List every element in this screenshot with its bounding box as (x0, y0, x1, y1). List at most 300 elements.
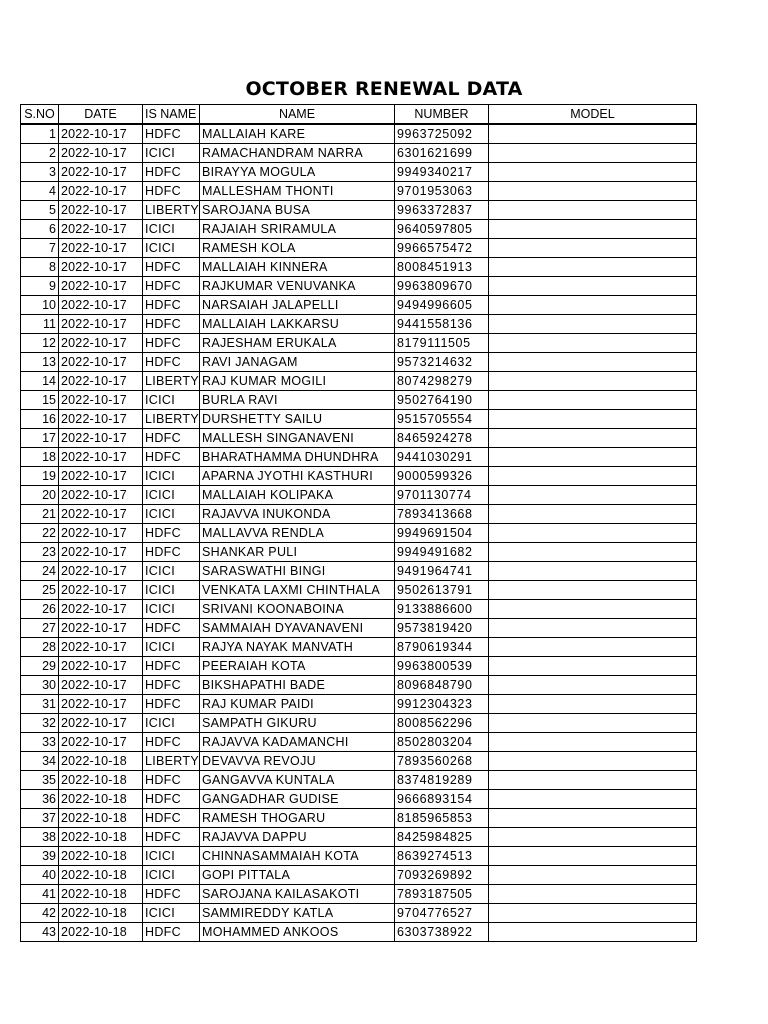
cell-name: RAJ KUMAR MOGILI (200, 372, 395, 391)
cell-is-name: HDFC (143, 543, 200, 562)
cell-name: SARASWATHI BINGI (200, 562, 395, 581)
cell-date: 2022-10-17 (59, 581, 143, 600)
cell-number: 9963800539 (395, 657, 489, 676)
cell-sno: 3 (21, 163, 59, 182)
table-row (21, 277, 697, 296)
cell-number: 9441030291 (395, 448, 489, 467)
cell-sno: 34 (21, 752, 59, 771)
table-row (21, 619, 697, 638)
cell-model (489, 657, 697, 676)
cell-date: 2022-10-17 (59, 277, 143, 296)
cell-number: 9966575472 (395, 239, 489, 258)
cell-sno: 41 (21, 885, 59, 904)
page-title: OCTOBER RENEWAL DATA (245, 78, 523, 100)
cell-name: SAROJANA BUSA (200, 201, 395, 220)
cell-number: 9000599326 (395, 467, 489, 486)
table-row (21, 771, 697, 790)
cell-date: 2022-10-17 (59, 733, 143, 752)
cell-sno: 8 (21, 258, 59, 277)
cell-model (489, 372, 697, 391)
cell-model (489, 733, 697, 752)
cell-is-name: HDFC (143, 695, 200, 714)
cell-model (489, 296, 697, 315)
cell-name: RAJYA NAYAK MANVATH (200, 638, 395, 657)
cell-model (489, 239, 697, 258)
cell-is-name: HDFC (143, 733, 200, 752)
cell-sno: 39 (21, 847, 59, 866)
renewal-table (20, 104, 697, 942)
table-row (21, 828, 697, 847)
cell-number: 9441558136 (395, 315, 489, 334)
cell-sno: 2 (21, 144, 59, 163)
cell-is-name: HDFC (143, 790, 200, 809)
cell-model (489, 904, 697, 923)
cell-sno: 31 (21, 695, 59, 714)
cell-date: 2022-10-17 (59, 657, 143, 676)
table-row (21, 410, 697, 429)
cell-sno: 23 (21, 543, 59, 562)
cell-date: 2022-10-17 (59, 676, 143, 695)
cell-model (489, 923, 697, 942)
cell-sno: 9 (21, 277, 59, 296)
table-row (21, 448, 697, 467)
cell-model (489, 277, 697, 296)
cell-date: 2022-10-17 (59, 296, 143, 315)
header-row (21, 105, 697, 125)
cell-model (489, 752, 697, 771)
cell-date: 2022-10-18 (59, 923, 143, 942)
cell-name: NARSAIAH JALAPELLI (200, 296, 395, 315)
table-row (21, 182, 697, 201)
cell-number: 8425984825 (395, 828, 489, 847)
cell-model (489, 258, 697, 277)
cell-date: 2022-10-17 (59, 353, 143, 372)
cell-model (489, 163, 697, 182)
cell-is-name: HDFC (143, 448, 200, 467)
cell-number: 6303738922 (395, 923, 489, 942)
cell-sno: 7 (21, 239, 59, 258)
cell-name: BURLA RAVI (200, 391, 395, 410)
cell-number: 9515705554 (395, 410, 489, 429)
table-row (21, 372, 697, 391)
cell-model (489, 315, 697, 334)
cell-number: 9912304323 (395, 695, 489, 714)
table-row (21, 239, 697, 258)
cell-sno: 18 (21, 448, 59, 467)
cell-is-name: ICICI (143, 904, 200, 923)
cell-sno: 38 (21, 828, 59, 847)
cell-name: RAMESH THOGARU (200, 809, 395, 828)
cell-name: RAJAVVA DAPPU (200, 828, 395, 847)
header-is-name: IS NAME (143, 105, 200, 125)
cell-name: BHARATHAMMA DHUNDHRA (200, 448, 395, 467)
cell-is-name: ICICI (143, 866, 200, 885)
cell-sno: 35 (21, 771, 59, 790)
cell-name: MALLESHAM THONTI (200, 182, 395, 201)
cell-sno: 5 (21, 201, 59, 220)
cell-date: 2022-10-17 (59, 391, 143, 410)
cell-date: 2022-10-18 (59, 866, 143, 885)
cell-name: MALLAIAH KOLIPAKA (200, 486, 395, 505)
cell-date: 2022-10-18 (59, 847, 143, 866)
table-row (21, 676, 697, 695)
cell-number: 8179111505 (395, 334, 489, 353)
cell-number: 9949491682 (395, 543, 489, 562)
cell-name: MALLESH SINGANAVENI (200, 429, 395, 448)
cell-sno: 1 (21, 124, 59, 144)
cell-is-name: ICICI (143, 220, 200, 239)
cell-number: 8374819289 (395, 771, 489, 790)
cell-model (489, 201, 697, 220)
cell-is-name: HDFC (143, 676, 200, 695)
cell-model (489, 448, 697, 467)
cell-is-name: ICICI (143, 467, 200, 486)
cell-is-name: ICICI (143, 391, 200, 410)
cell-is-name: HDFC (143, 258, 200, 277)
cell-name: GOPI PITTALA (200, 866, 395, 885)
cell-name: CHINNASAMMAIAH KOTA (200, 847, 395, 866)
cell-date: 2022-10-17 (59, 638, 143, 657)
table-row (21, 847, 697, 866)
cell-sno: 33 (21, 733, 59, 752)
cell-number: 9963725092 (395, 124, 489, 144)
cell-sno: 25 (21, 581, 59, 600)
cell-model (489, 866, 697, 885)
cell-name: BIRAYYA MOGULA (200, 163, 395, 182)
cell-name: SAROJANA KAILASAKOTI (200, 885, 395, 904)
table-row (21, 505, 697, 524)
table-row (21, 733, 697, 752)
cell-sno: 42 (21, 904, 59, 923)
cell-sno: 16 (21, 410, 59, 429)
cell-sno: 37 (21, 809, 59, 828)
cell-sno: 36 (21, 790, 59, 809)
cell-number: 9573819420 (395, 619, 489, 638)
cell-is-name: ICICI (143, 486, 200, 505)
cell-date: 2022-10-17 (59, 524, 143, 543)
cell-is-name: HDFC (143, 353, 200, 372)
cell-model (489, 714, 697, 733)
table-row (21, 638, 697, 657)
cell-number: 7093269892 (395, 866, 489, 885)
cell-sno: 4 (21, 182, 59, 201)
cell-model (489, 353, 697, 372)
table-row (21, 904, 697, 923)
cell-number: 8074298279 (395, 372, 489, 391)
cell-sno: 15 (21, 391, 59, 410)
cell-name: RAJAVVA KADAMANCHI (200, 733, 395, 752)
cell-is-name: HDFC (143, 277, 200, 296)
cell-is-name: HDFC (143, 619, 200, 638)
cell-date: 2022-10-18 (59, 904, 143, 923)
cell-number: 9704776527 (395, 904, 489, 923)
cell-is-name: ICICI (143, 847, 200, 866)
cell-is-name: HDFC (143, 429, 200, 448)
table-row (21, 581, 697, 600)
cell-model (489, 410, 697, 429)
cell-is-name: HDFC (143, 296, 200, 315)
cell-name: BIKSHAPATHI BADE (200, 676, 395, 695)
cell-sno: 30 (21, 676, 59, 695)
table-row (21, 486, 697, 505)
cell-date: 2022-10-17 (59, 163, 143, 182)
table-row (21, 391, 697, 410)
cell-number: 8502803204 (395, 733, 489, 752)
cell-date: 2022-10-17 (59, 429, 143, 448)
cell-model (489, 562, 697, 581)
cell-is-name: HDFC (143, 524, 200, 543)
cell-model (489, 885, 697, 904)
cell-number: 9494996605 (395, 296, 489, 315)
cell-name: RAJ KUMAR PAIDI (200, 695, 395, 714)
cell-model (489, 581, 697, 600)
cell-number: 8008451913 (395, 258, 489, 277)
cell-is-name: HDFC (143, 809, 200, 828)
cell-sno: 19 (21, 467, 59, 486)
cell-model (489, 429, 697, 448)
cell-sno: 12 (21, 334, 59, 353)
cell-is-name: HDFC (143, 923, 200, 942)
cell-sno: 28 (21, 638, 59, 657)
cell-sno: 24 (21, 562, 59, 581)
cell-model (489, 809, 697, 828)
cell-is-name: ICICI (143, 600, 200, 619)
cell-date: 2022-10-17 (59, 124, 143, 144)
cell-is-name: HDFC (143, 163, 200, 182)
cell-number: 8639274513 (395, 847, 489, 866)
cell-date: 2022-10-17 (59, 372, 143, 391)
cell-number: 9963809670 (395, 277, 489, 296)
cell-name: MALLAIAH KARE (200, 124, 395, 144)
cell-sno: 29 (21, 657, 59, 676)
cell-name: MALLAIAH KINNERA (200, 258, 395, 277)
cell-model (489, 467, 697, 486)
header-number: NUMBER (395, 105, 489, 125)
cell-name: MALLAIAH LAKKARSU (200, 315, 395, 334)
table-row (21, 866, 697, 885)
cell-number: 7893560268 (395, 752, 489, 771)
cell-number: 8465924278 (395, 429, 489, 448)
cell-is-name: HDFC (143, 182, 200, 201)
cell-number: 9573214632 (395, 353, 489, 372)
cell-name: RAJAIAH SRIRAMULA (200, 220, 395, 239)
cell-number: 9666893154 (395, 790, 489, 809)
table-row (21, 467, 697, 486)
table-row (21, 315, 697, 334)
cell-date: 2022-10-18 (59, 828, 143, 847)
cell-is-name: ICICI (143, 714, 200, 733)
cell-date: 2022-10-17 (59, 144, 143, 163)
table-row (21, 524, 697, 543)
cell-date: 2022-10-17 (59, 467, 143, 486)
cell-number: 9491964741 (395, 562, 489, 581)
table-body (21, 124, 697, 942)
cell-model (489, 676, 697, 695)
cell-name: RAJESHAM ERUKALA (200, 334, 395, 353)
table-row (21, 258, 697, 277)
header-name: NAME (200, 105, 395, 125)
cell-date: 2022-10-17 (59, 220, 143, 239)
table-row (21, 334, 697, 353)
table-row (21, 923, 697, 942)
cell-name: MALLAVVA RENDLA (200, 524, 395, 543)
cell-date: 2022-10-18 (59, 752, 143, 771)
cell-is-name: ICICI (143, 144, 200, 163)
table-row (21, 124, 697, 144)
cell-name: SHANKAR PULI (200, 543, 395, 562)
cell-sno: 11 (21, 315, 59, 334)
table-row (21, 790, 697, 809)
table-row (21, 163, 697, 182)
cell-date: 2022-10-17 (59, 543, 143, 562)
cell-model (489, 619, 697, 638)
cell-name: DEVAVVA REVOJU (200, 752, 395, 771)
cell-sno: 17 (21, 429, 59, 448)
cell-is-name: HDFC (143, 315, 200, 334)
cell-name: RAMESH KOLA (200, 239, 395, 258)
table-row (21, 714, 697, 733)
cell-date: 2022-10-17 (59, 410, 143, 429)
cell-date: 2022-10-17 (59, 334, 143, 353)
cell-sno: 6 (21, 220, 59, 239)
table-row (21, 809, 697, 828)
cell-number: 9502613791 (395, 581, 489, 600)
cell-date: 2022-10-17 (59, 505, 143, 524)
cell-model (489, 391, 697, 410)
cell-date: 2022-10-17 (59, 315, 143, 334)
cell-date: 2022-10-17 (59, 201, 143, 220)
cell-is-name: ICICI (143, 505, 200, 524)
cell-name: APARNA JYOTHI KASTHURI (200, 467, 395, 486)
cell-date: 2022-10-17 (59, 239, 143, 258)
cell-model (489, 543, 697, 562)
cell-model (489, 524, 697, 543)
cell-model (489, 847, 697, 866)
cell-name: GANGAVVA KUNTALA (200, 771, 395, 790)
cell-name: MOHAMMED ANKOOS (200, 923, 395, 942)
cell-name: SAMMAIAH DYAVANAVENI (200, 619, 395, 638)
header-sno: S.NO (21, 105, 59, 125)
cell-name: GANGADHAR GUDISE (200, 790, 395, 809)
cell-date: 2022-10-18 (59, 790, 143, 809)
table-row (21, 144, 697, 163)
cell-number: 9133886600 (395, 600, 489, 619)
cell-model (489, 600, 697, 619)
cell-number: 8185965853 (395, 809, 489, 828)
cell-model (489, 182, 697, 201)
cell-date: 2022-10-18 (59, 885, 143, 904)
cell-number: 6301621699 (395, 144, 489, 163)
cell-is-name: LIBERTY (143, 201, 200, 220)
cell-sno: 14 (21, 372, 59, 391)
cell-is-name: HDFC (143, 334, 200, 353)
cell-sno: 27 (21, 619, 59, 638)
cell-model (489, 124, 697, 144)
header-date: DATE (59, 105, 143, 125)
cell-number: 8096848790 (395, 676, 489, 695)
cell-number: 9963372837 (395, 201, 489, 220)
table-row (21, 543, 697, 562)
cell-model (489, 220, 697, 239)
table-row (21, 885, 697, 904)
cell-number: 8008562296 (395, 714, 489, 733)
cell-model (489, 505, 697, 524)
cell-date: 2022-10-18 (59, 771, 143, 790)
cell-number: 9949340217 (395, 163, 489, 182)
cell-is-name: ICICI (143, 239, 200, 258)
table-row (21, 562, 697, 581)
cell-is-name: HDFC (143, 828, 200, 847)
cell-date: 2022-10-17 (59, 562, 143, 581)
table-row (21, 201, 697, 220)
cell-name: RAMACHANDRAM NARRA (200, 144, 395, 163)
table-row (21, 600, 697, 619)
table-row (21, 296, 697, 315)
table-row (21, 353, 697, 372)
cell-name: SRIVANI KOONABOINA (200, 600, 395, 619)
cell-name: RAJAVVA INUKONDA (200, 505, 395, 524)
cell-sno: 10 (21, 296, 59, 315)
cell-number: 7893413668 (395, 505, 489, 524)
table-row (21, 695, 697, 714)
cell-name: VENKATA LAXMI CHINTHALA (200, 581, 395, 600)
table-row (21, 429, 697, 448)
cell-sno: 13 (21, 353, 59, 372)
cell-model (489, 828, 697, 847)
cell-model (489, 486, 697, 505)
cell-is-name: HDFC (143, 885, 200, 904)
cell-model (489, 695, 697, 714)
cell-sno: 26 (21, 600, 59, 619)
cell-date: 2022-10-18 (59, 809, 143, 828)
cell-is-name: HDFC (143, 771, 200, 790)
cell-date: 2022-10-17 (59, 448, 143, 467)
cell-number: 9640597805 (395, 220, 489, 239)
table-row (21, 220, 697, 239)
cell-number: 9701953063 (395, 182, 489, 201)
cell-model (489, 144, 697, 163)
cell-date: 2022-10-17 (59, 258, 143, 277)
cell-name: SAMPATH GIKURU (200, 714, 395, 733)
cell-number: 8790619344 (395, 638, 489, 657)
cell-date: 2022-10-17 (59, 182, 143, 201)
cell-is-name: LIBERTY (143, 410, 200, 429)
cell-number: 7893187505 (395, 885, 489, 904)
cell-model (489, 790, 697, 809)
cell-sno: 20 (21, 486, 59, 505)
cell-name: RAVI JANAGAM (200, 353, 395, 372)
cell-is-name: LIBERTY (143, 752, 200, 771)
cell-is-name: LIBERTY (143, 372, 200, 391)
cell-number: 9949691504 (395, 524, 489, 543)
cell-is-name: HDFC (143, 124, 200, 144)
cell-name: DURSHETTY SAILU (200, 410, 395, 429)
cell-date: 2022-10-17 (59, 695, 143, 714)
cell-sno: 22 (21, 524, 59, 543)
cell-date: 2022-10-17 (59, 486, 143, 505)
cell-name: SAMMIREDDY KATLA (200, 904, 395, 923)
cell-sno: 43 (21, 923, 59, 942)
cell-sno: 32 (21, 714, 59, 733)
cell-date: 2022-10-17 (59, 600, 143, 619)
table-row (21, 752, 697, 771)
cell-is-name: ICICI (143, 562, 200, 581)
cell-model (489, 334, 697, 353)
cell-sno: 21 (21, 505, 59, 524)
cell-name: RAJKUMAR VENUVANKA (200, 277, 395, 296)
cell-date: 2022-10-17 (59, 714, 143, 733)
cell-name: PEERAIAH KOTA (200, 657, 395, 676)
